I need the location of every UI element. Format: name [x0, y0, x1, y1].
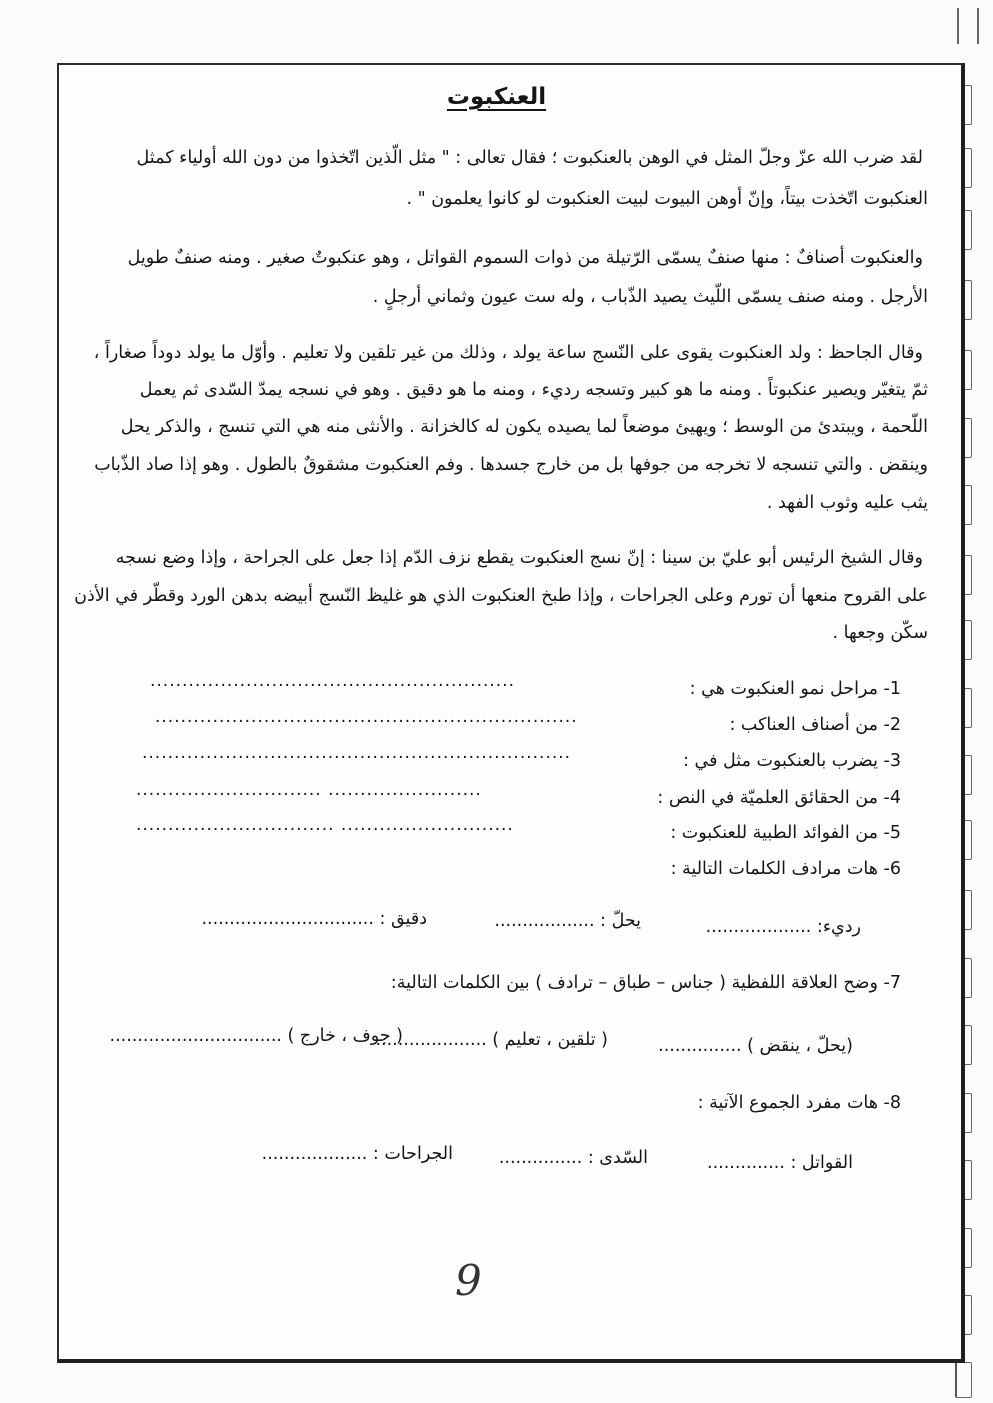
answer-blank[interactable]: ............................... ........................... [136, 815, 514, 835]
singular-item[interactable]: السّدى : ............... [498, 1148, 648, 1168]
paragraph-line: سكّن وجعها . [832, 623, 928, 643]
singular-item[interactable]: القواتل : .............. [707, 1153, 853, 1173]
paragraph-line: وقال الشيخ الرئيس أبو عليّ بن سينا : إنّ نسج العنكبوت يقطع نزف الدّم إذا جعل على الجراحة ، وإذا وضع نسجه [115, 548, 923, 568]
scan-corner-mark [957, 8, 979, 44]
relation-item[interactable]: ( تلقين ، تعليم ) .................... [375, 1030, 608, 1050]
synonym-item[interactable]: يحلّ : .................. [494, 911, 641, 931]
paragraph-line: ثمّ يتغيّر ويصير عنكبوتاً . ومنه ما هو كبير وتسجه رديء ، ومنه ما هو دقيق . وهو في نسجه يمدّ السّدى ثم يعمل [139, 380, 928, 400]
paragraph-line: اللّحمة ، ويبتدئ من الوسط ؛ ويهيئ موضعاً لما يصيده يكون له كالخزانة . والأنثى منه هي التي تنسج ، والذكر يحل [120, 417, 928, 437]
page-title: العنكبوت [446, 84, 547, 110]
relation-item[interactable]: (يحلّ ، ينقض ) ............... [658, 1036, 853, 1056]
answer-blank[interactable]: ................................................................... [142, 743, 572, 763]
question-label: 6- هات مرادف الكلمات التالية : [670, 859, 901, 879]
binder-hole [955, 1362, 972, 1398]
answer-blank[interactable]: ............................. ........................ [136, 780, 482, 800]
synonym-item[interactable]: رديء: ................... [705, 917, 861, 937]
paragraph-line: يثب عليه وثوب الفهد . [766, 493, 928, 513]
paragraph-line: وقال الجاحظ : ولد العنكبوت يقوى على النّسج ساعة يولد ، وذلك من غير تلقين ولا تعليم . وأوّل ما يولد دوداً صغاراً ، [93, 343, 923, 363]
answer-blank[interactable]: ......................................................... [150, 671, 516, 691]
question-label: 2- من أصناف العناكب : [729, 715, 901, 735]
synonym-item[interactable]: دقيق : ............................... [201, 909, 427, 929]
question-label: 3- يضرب بالعنكبوت مثل في : [683, 751, 901, 771]
page-number: 9 [455, 1256, 482, 1305]
paragraph-line: الأرجل . ومنه صنف يسمّى اللّيث يصيد الذّباب ، وله ست عيون وثماني أرجلٍ . [372, 287, 928, 307]
question-label: 1- مراحل نمو العنكبوت هي : [689, 679, 901, 699]
question-label: 8- هات مفرد الجموع الآتية : [697, 1093, 901, 1113]
question-label: 7- وضح العلاقة اللفظية ( جناس – طباق – ترادف ) بين الكلمات التالية: [390, 973, 901, 993]
paragraph-line: والعنكبوت أصنافٌ : منها صنفٌ يسمّى الرّتيلة من ذوات السموم القواتل ، وهو عنكبوتٌ صغير . ومنه صنفٌ طويل [127, 248, 923, 268]
question-label: 5- من الفوائد الطبية للعنكبوت : [670, 823, 901, 843]
paragraph-line: العنكبوت اتّخذت بيتاً، وإنّ أوهن البيوت لبيت العنكبوت لو كانوا يعلمون " . [406, 189, 928, 209]
paragraph-line: وينقض . والتي تنسجه لا تخرجه من جوفها بل من خارج جسدها . وفم العنكبوت مشقوقٌ بالطول . وهو إذا صاد الذّباب [94, 455, 928, 475]
question-label: 4- من الحقائق العلميّة في النص : [657, 788, 901, 808]
singular-item[interactable]: الجراحات : ................... [261, 1144, 453, 1164]
paragraph-line: لقد ضرب الله عزّ وجلّ المثل في الوهن بالعنكبوت ؛ فقال تعالى : " مثل الّذين اتّخذوا من دون الله أولياء كمثل [136, 148, 923, 168]
answer-blank[interactable]: .................................................................. [155, 707, 578, 727]
paragraph-line: على القروح منعها أن تورم وعلى الجراحات ، وإذا طبخ العنكبوت الذي هو غليظ النّسج أبيضه بدهن الورد وقطّر في الأذن [74, 586, 928, 606]
relation-item[interactable]: ( جوف ، خارج ) ............................... [109, 1026, 403, 1046]
